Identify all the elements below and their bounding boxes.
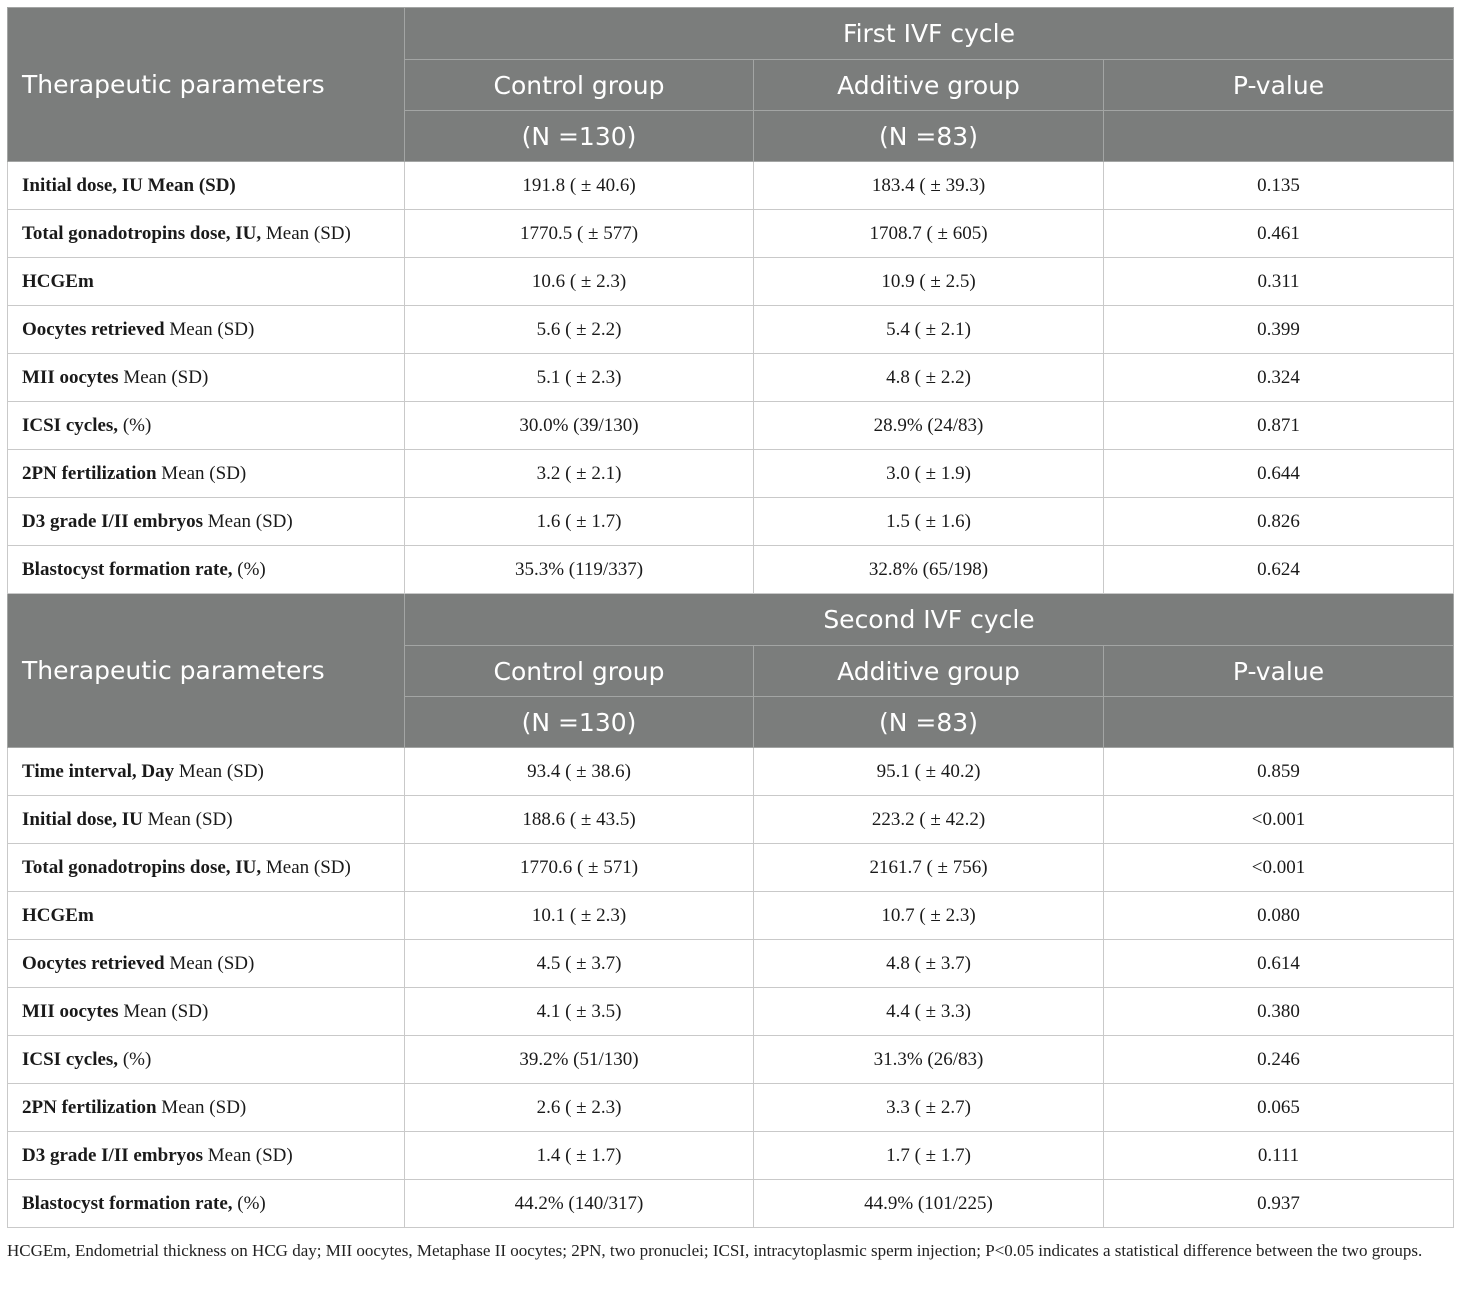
parameter-unit: (%)	[118, 1048, 152, 1070]
additive-value: 4.8 ( ± 2.2)	[754, 354, 1104, 402]
parameter-label	[8, 844, 405, 892]
table-row	[8, 1084, 1454, 1132]
p-value: <0.001	[1104, 796, 1454, 844]
parameter-name: D3 grade I/II embryos	[22, 1144, 204, 1166]
p-value: 0.399	[1104, 306, 1454, 354]
parameter-unit: Mean (SD)	[261, 222, 351, 244]
control-value: 191.8 ( ± 40.6)	[405, 162, 754, 210]
parameter-unit: Mean (SD)	[142, 808, 233, 830]
table-row	[8, 892, 1454, 940]
control-value: 3.2 ( ± 2.1)	[405, 450, 754, 498]
parameter-name: Oocytes retrieved	[22, 952, 165, 974]
p-value: 0.111	[1104, 1132, 1454, 1180]
parameter-name: Blastocyst formation rate,	[22, 1192, 233, 1214]
parameter-name: 2PN fertilization	[22, 1096, 157, 1118]
control-value: 4.5 ( ± 3.7)	[405, 940, 754, 988]
column-header: Additive group	[754, 60, 1104, 111]
additive-value: 95.1 ( ± 40.2)	[754, 748, 1104, 796]
p-value: 0.624	[1104, 546, 1454, 594]
parameter-label	[8, 1036, 405, 1084]
p-value: 0.871	[1104, 402, 1454, 450]
p-value: 0.614	[1104, 940, 1454, 988]
parameter-name: MII oocytes	[22, 366, 119, 388]
control-value: 1.6 ( ± 1.7)	[405, 498, 754, 546]
section-header-row	[8, 8, 1454, 60]
control-value: 30.0% (39/130)	[405, 402, 754, 450]
parameter-unit: Mean (SD)	[118, 1000, 209, 1022]
parameter-name: D3 grade I/II embryos	[22, 510, 204, 532]
table-row	[8, 546, 1454, 594]
control-value: 35.3% (119/337)	[405, 546, 754, 594]
control-value: 44.2% (140/317)	[405, 1180, 754, 1228]
results-table	[7, 7, 1454, 1228]
param-header: Therapeutic parameters	[8, 8, 405, 162]
control-value: 2.6 ( ± 2.3)	[405, 1084, 754, 1132]
parameter-label	[8, 354, 405, 402]
additive-value: 183.4 ( ± 39.3)	[754, 162, 1104, 210]
p-value: 0.859	[1104, 748, 1454, 796]
table-row	[8, 306, 1454, 354]
control-value: 1770.6 ( ± 571)	[405, 844, 754, 892]
additive-value: 5.4 ( ± 2.1)	[754, 306, 1104, 354]
additive-value: 10.7 ( ± 2.3)	[754, 892, 1104, 940]
parameter-unit: Mean (SD)	[156, 1096, 247, 1118]
table-row	[8, 498, 1454, 546]
parameter-unit: (%)	[118, 414, 152, 436]
control-value: 10.6 ( ± 2.3)	[405, 258, 754, 306]
sample-size: (N =83)	[754, 697, 1104, 748]
cycle-title: Second IVF cycle	[405, 594, 1454, 646]
table-row	[8, 796, 1454, 844]
control-value: 188.6 ( ± 43.5)	[405, 796, 754, 844]
p-value: 0.080	[1104, 892, 1454, 940]
parameter-unit: Mean (SD)	[156, 462, 247, 484]
additive-value: 1708.7 ( ± 605)	[754, 210, 1104, 258]
parameter-name: Initial dose, IU	[22, 808, 143, 830]
control-value: 1.4 ( ± 1.7)	[405, 1132, 754, 1180]
control-value: 39.2% (51/130)	[405, 1036, 754, 1084]
parameter-name: Total gonadotropins dose, IU,	[22, 222, 262, 244]
parameter-label	[8, 748, 405, 796]
additive-value: 32.8% (65/198)	[754, 546, 1104, 594]
parameter-unit: Mean (SD)	[164, 318, 255, 340]
control-value: 4.1 ( ± 3.5)	[405, 988, 754, 1036]
parameter-unit: Mean (SD)	[261, 856, 351, 878]
column-header: Control group	[405, 60, 754, 111]
parameter-name: HCGEm	[22, 904, 94, 926]
parameter-name: Initial dose, IU Mean (SD)	[22, 174, 236, 196]
table-row	[8, 844, 1454, 892]
parameter-label	[8, 498, 405, 546]
table-row	[8, 1132, 1454, 1180]
parameter-unit: (%)	[232, 1192, 266, 1214]
parameter-label	[8, 162, 405, 210]
p-value: 0.826	[1104, 498, 1454, 546]
parameter-label	[8, 210, 405, 258]
table-row	[8, 940, 1454, 988]
parameter-label	[8, 892, 405, 940]
table-row	[8, 354, 1454, 402]
p-value: 0.246	[1104, 1036, 1454, 1084]
table-row	[8, 210, 1454, 258]
cycle-title: First IVF cycle	[405, 8, 1454, 60]
table-container	[7, 7, 1453, 1228]
parameter-label	[8, 1180, 405, 1228]
sample-size: (N =83)	[754, 111, 1104, 162]
p-value: 0.380	[1104, 988, 1454, 1036]
parameter-unit: (%)	[232, 558, 266, 580]
parameter-unit: Mean (SD)	[118, 366, 209, 388]
p-value: 0.324	[1104, 354, 1454, 402]
additive-value: 1.5 ( ± 1.6)	[754, 498, 1104, 546]
control-value: 5.1 ( ± 2.3)	[405, 354, 754, 402]
control-value: 93.4 ( ± 38.6)	[405, 748, 754, 796]
table-row	[8, 1180, 1454, 1228]
sample-size: (N =130)	[405, 697, 754, 748]
parameter-label	[8, 306, 405, 354]
additive-value: 3.3 ( ± 2.7)	[754, 1084, 1104, 1132]
table-row	[8, 1036, 1454, 1084]
additive-value: 1.7 ( ± 1.7)	[754, 1132, 1104, 1180]
p-value: 0.644	[1104, 450, 1454, 498]
control-value: 10.1 ( ± 2.3)	[405, 892, 754, 940]
p-value: 0.065	[1104, 1084, 1454, 1132]
parameter-unit: Mean (SD)	[174, 760, 264, 782]
parameter-label	[8, 402, 405, 450]
p-value: 0.937	[1104, 1180, 1454, 1228]
parameter-label	[8, 988, 405, 1036]
parameter-label	[8, 796, 405, 844]
parameter-name: MII oocytes	[22, 1000, 119, 1022]
parameter-label	[8, 258, 405, 306]
parameter-unit: Mean (SD)	[164, 952, 255, 974]
param-header: Therapeutic parameters	[8, 594, 405, 748]
p-value: 0.311	[1104, 258, 1454, 306]
parameter-label	[8, 1084, 405, 1132]
section-header-row	[8, 594, 1454, 646]
additive-value: 2161.7 ( ± 756)	[754, 844, 1104, 892]
parameter-name: Time interval, Day	[22, 760, 175, 782]
table-row	[8, 402, 1454, 450]
additive-value: 10.9 ( ± 2.5)	[754, 258, 1104, 306]
p-value: <0.001	[1104, 844, 1454, 892]
table-row	[8, 258, 1454, 306]
table-row	[8, 450, 1454, 498]
additive-value: 44.9% (101/225)	[754, 1180, 1104, 1228]
parameter-unit: Mean (SD)	[203, 1144, 293, 1166]
additive-value: 223.2 ( ± 42.2)	[754, 796, 1104, 844]
column-header: P-value	[1104, 646, 1454, 697]
table-row	[8, 988, 1454, 1036]
control-value: 5.6 ( ± 2.2)	[405, 306, 754, 354]
sample-size	[1104, 111, 1454, 162]
parameter-name: Total gonadotropins dose, IU,	[22, 856, 262, 878]
parameter-label	[8, 1132, 405, 1180]
table-footnote: HCGEm, Endometrial thickness on HCG day; MII oocytes, Metaphase II oocytes; 2PN, two pronuclei; ICSI, intracytoplasmic sperm injection; P<0.05 indicates a statistical difference between the two groups.	[7, 1241, 1423, 1260]
parameter-name: ICSI cycles,	[22, 1048, 119, 1070]
parameter-label	[8, 940, 405, 988]
parameter-unit: Mean (SD)	[203, 510, 293, 532]
column-header: Control group	[405, 646, 754, 697]
parameter-label	[8, 546, 405, 594]
p-value: 0.461	[1104, 210, 1454, 258]
column-header: P-value	[1104, 60, 1454, 111]
parameter-label	[8, 450, 405, 498]
additive-value: 4.4 ( ± 3.3)	[754, 988, 1104, 1036]
additive-value: 31.3% (26/83)	[754, 1036, 1104, 1084]
table-row	[8, 162, 1454, 210]
parameter-name: Oocytes retrieved	[22, 318, 165, 340]
sample-size	[1104, 697, 1454, 748]
sample-size: (N =130)	[405, 111, 754, 162]
additive-value: 4.8 ( ± 3.7)	[754, 940, 1104, 988]
parameter-name: ICSI cycles,	[22, 414, 119, 436]
column-header: Additive group	[754, 646, 1104, 697]
control-value: 1770.5 ( ± 577)	[405, 210, 754, 258]
parameter-name: HCGEm	[22, 270, 94, 292]
parameter-name: 2PN fertilization	[22, 462, 157, 484]
additive-value: 3.0 ( ± 1.9)	[754, 450, 1104, 498]
table-row	[8, 748, 1454, 796]
parameter-name: Blastocyst formation rate,	[22, 558, 233, 580]
p-value: 0.135	[1104, 162, 1454, 210]
additive-value: 28.9% (24/83)	[754, 402, 1104, 450]
